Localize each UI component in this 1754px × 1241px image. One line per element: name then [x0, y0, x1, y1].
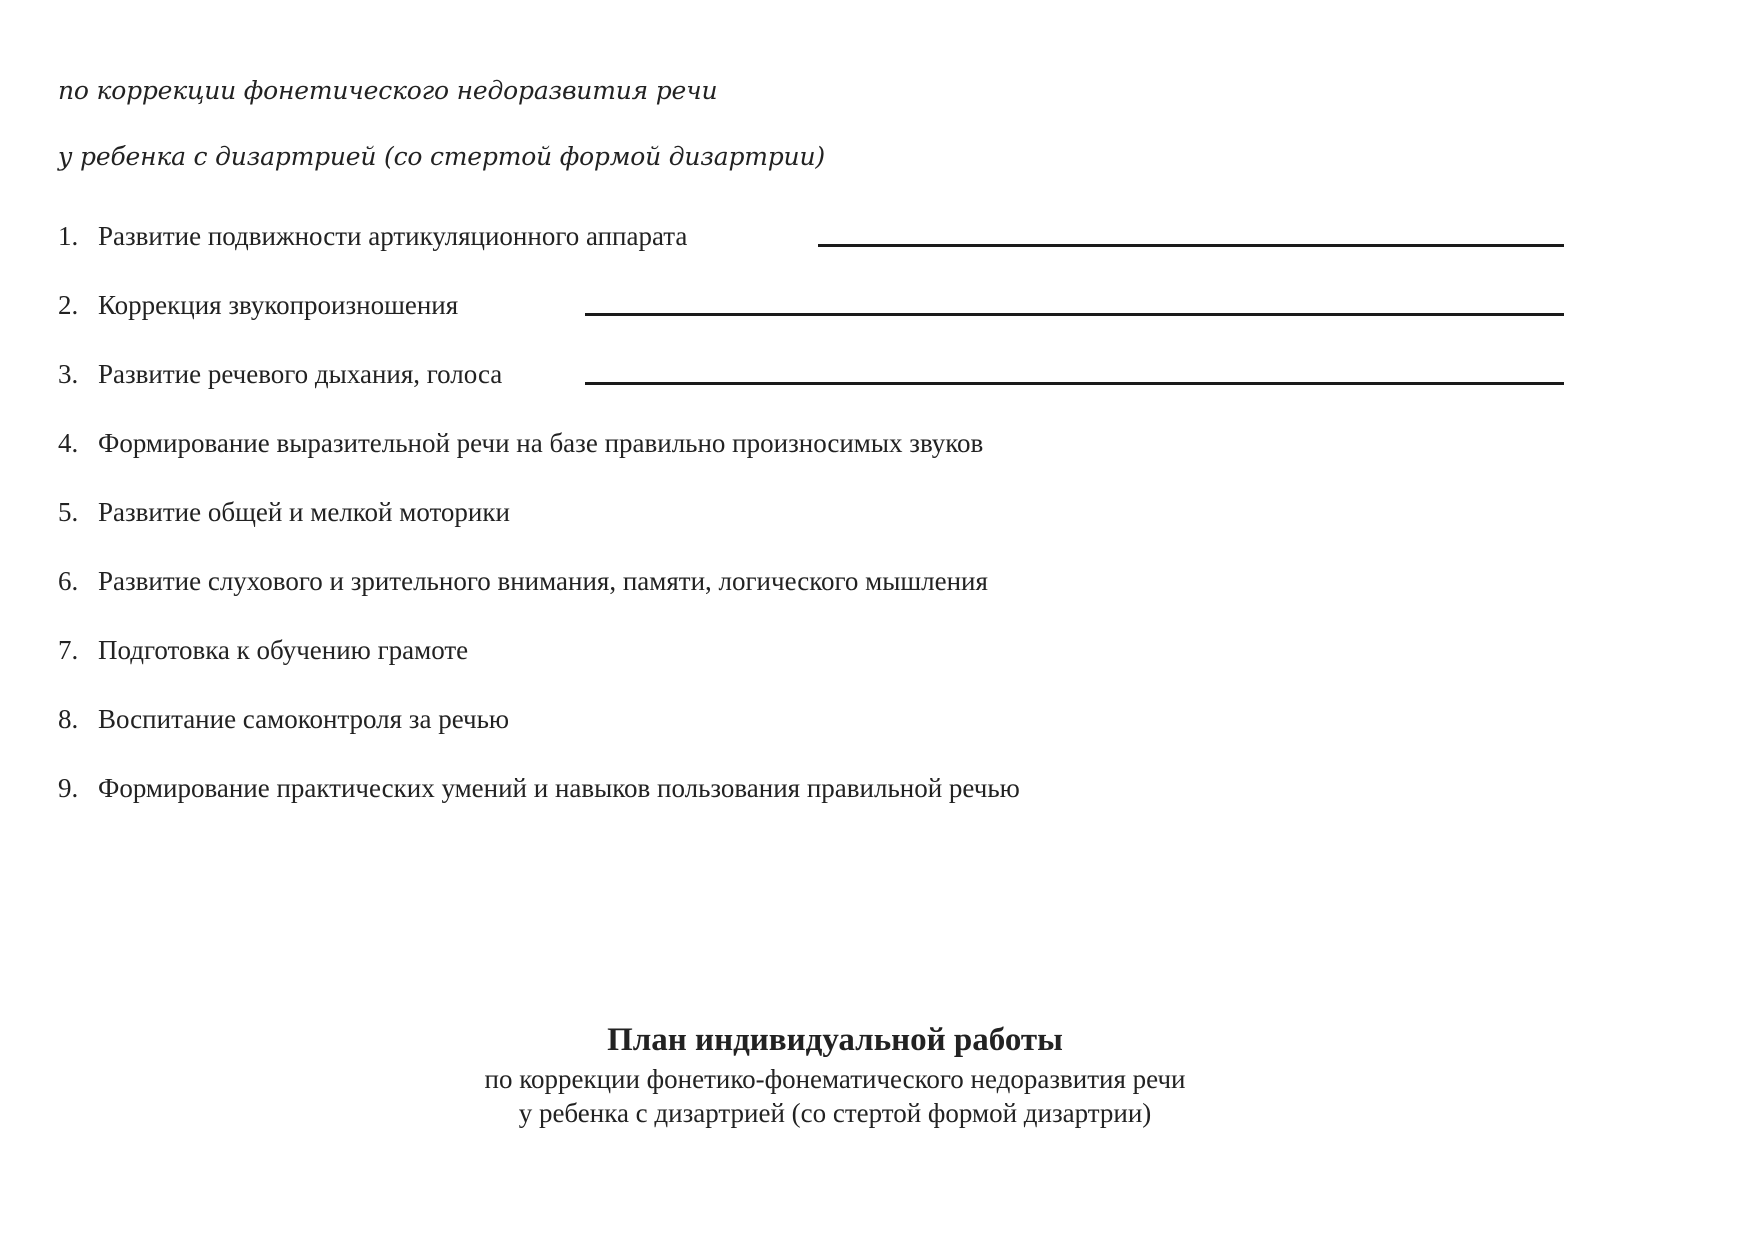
list-item-number: 8.	[58, 704, 79, 734]
list-item-text: Развитие общей и мелкой моторики	[98, 497, 510, 527]
list-item	[58, 357, 502, 391]
list-item-text: Формирование практических умений и навыков пользования правильной речью	[98, 773, 1020, 803]
list-item	[58, 495, 510, 529]
list-item-text: Развитие речевого дыхания, голоса	[98, 359, 503, 389]
list-item	[58, 633, 468, 667]
list-item-text: Воспитание самоконтроля за речью	[98, 704, 510, 734]
list-item-number: 6.	[58, 566, 79, 596]
fill-in-line	[585, 382, 1564, 385]
list-item	[58, 564, 988, 598]
fill-in-line	[585, 313, 1564, 316]
list-item	[58, 219, 687, 253]
plan-title: План индивидуальной работы	[607, 1022, 1063, 1058]
intro-subtitle-line-2: у ребенка с дизартрией (со стертой формой дизартрии)	[58, 142, 825, 171]
list-item-number: 4.	[58, 428, 79, 458]
list-item-number: 1.	[58, 221, 79, 251]
list-item	[58, 426, 983, 460]
list-item-text: Формирование выразительной речи на базе правильно произносимых звуков	[98, 428, 984, 458]
list-item-number: 9.	[58, 773, 79, 803]
list-item-number: 7.	[58, 635, 79, 665]
list-item	[58, 288, 458, 322]
list-item-number: 5.	[58, 497, 79, 527]
list-item-number: 2.	[58, 290, 79, 320]
list-item-number: 3.	[58, 359, 79, 389]
plan-subtitle-line-2: у ребенка с дизартрией (со стертой формой дизартрии)	[518, 1098, 1152, 1128]
list-item-text: Развитие подвижности артикуляционного аппарата	[98, 221, 688, 251]
list-item-text: Коррекция звукопроизношения	[98, 290, 459, 320]
fill-in-line	[818, 244, 1564, 247]
intro-subtitle-line-1: по коррекции фонетического недоразвития речи	[58, 76, 718, 105]
plan-subtitle-line-1: по коррекции фонетико-фонематического недоразвития речи	[484, 1064, 1186, 1094]
list-item-text: Подготовка к обучению грамоте	[98, 635, 469, 665]
list-item	[58, 771, 1020, 805]
list-item	[58, 702, 509, 736]
list-item-text: Развитие слухового и зрительного внимания, памяти, логического мышления	[98, 566, 988, 596]
